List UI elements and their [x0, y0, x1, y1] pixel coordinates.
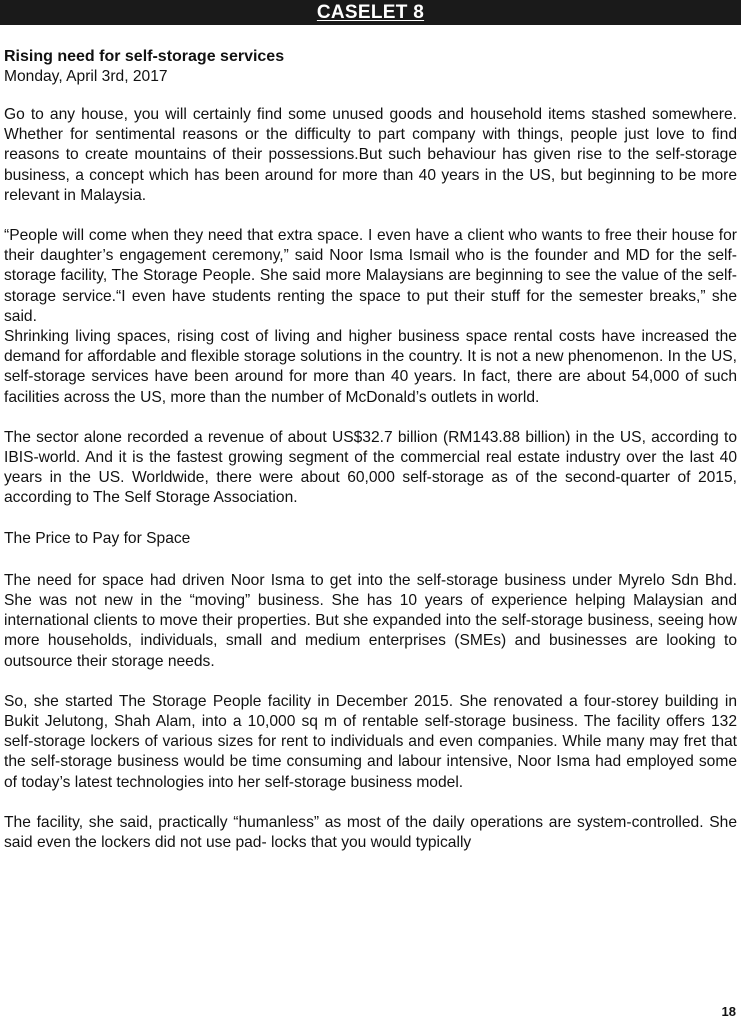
paragraph-humanless: The facility, she said, practically “humanless” as most of the daily operations are system-controlled. She said even the lockers did not use pad- locks that you would typically [4, 813, 737, 852]
page-number: 18 [721, 1004, 736, 1019]
article-date: Monday, April 3rd, 2017 [4, 68, 168, 85]
paragraph-demand: Shrinking living spaces, rising cost of living and higher business space rental costs have increased the demand for affordable and flexible storage solutions in the country. It is not a new phenomenon. In the US, self-storage services have been around for more than 40 years. In fact, there are about 54,000 of such facilities across the US, more than the number of McDonald’s outlets in world. [4, 328, 737, 406]
article-title: Rising need for self-storage services [4, 48, 285, 65]
caselet-header-bar [0, 0, 741, 25]
caselet-label: CASELET 8 [316, 2, 425, 23]
paragraph-intro: Go to any house, you will certainly find some unused goods and household items stashed somewhere. Whether for sentimental reasons or the difficulty to part company with things, people just love to find reasons to create mountains of their possessions.But such behaviour has given rise to the self-storage business, a concept which has been around for more than 40 years in the US, but beginning to be more relevant in Malaysia. [4, 106, 737, 204]
paragraph-quote: “People will come when they need that extra space. I even have a client who wants to free their house for their daughter’s engagement ceremony,” said Noor Isma Ismail who is the founder and MD for the self-storage facility, The Storage People. She said more Malaysians are beginning to see the value of the self-storage service.“I even have students renting the space to put their stuff for the semester breaks,” she said. [4, 227, 737, 325]
section-subheading: The Price to Pay for Space [4, 529, 191, 547]
paragraph-revenue: The sector alone recorded a revenue of about US$32.7 billion (RM143.88 billion) in the US, according to IBIS-world. And it is the fastest growing segment of the commercial real estate industry over the last 40 years in the US. Worldwide, there were about 60,000 self-storage as of the second-quarter of 2015, according to The Self Storage Association. [4, 428, 737, 507]
article-body [4, 46, 737, 873]
paragraph-background: The need for space had driven Noor Isma to get into the self-storage business under Myrelo Sdn Bhd. She was not new in the “moving” business. She has 10 years of experience helping Malaysian and international clients to move their properties. But she expanded into the self-storage business, seeing how more households, individuals, small and medium enterprises (SMEs) and businesses are looking to outsource their storage needs. [4, 571, 737, 670]
paragraph-facility: So, she started The Storage People facility in December 2015. She renovated a four-storey building in Bukit Jelutong, Shah Alam, into a 10,000 sq m of rentable self-storage business. The facility offers 132 self-storage lockers of various sizes for rent to individuals and even companies. While many may fret that the self-storage business would be time consuming and labour intensive, Noor Isma had employed some of today’s latest technologies into her self-storage business model. [4, 692, 737, 791]
